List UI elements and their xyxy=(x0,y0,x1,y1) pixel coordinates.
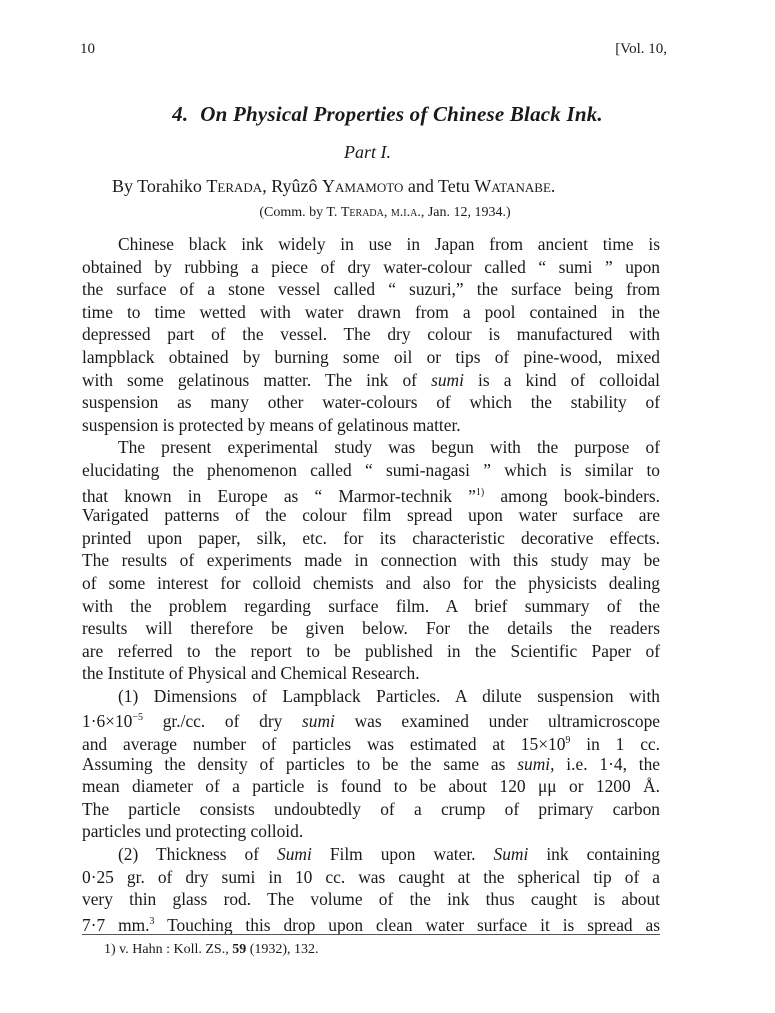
text-run: i.e. 1·4, the xyxy=(554,753,660,774)
text-run: and average number of particles was estimated at 15×10 xyxy=(82,733,566,754)
article-number: 4. xyxy=(172,102,189,126)
paragraph-line xyxy=(82,369,660,392)
text-run: is a kind of colloidal xyxy=(463,369,661,390)
paragraph-line xyxy=(82,482,660,505)
author-watanabe: Watanabe xyxy=(474,176,551,196)
text-run: (2) Thickness of xyxy=(118,844,278,865)
paragraph-line xyxy=(82,707,660,730)
italic-term: Sumi xyxy=(493,844,529,865)
paragraph-line: The particle consists undoubtedly of a crump of primary carbon xyxy=(82,798,660,819)
communication-line xyxy=(0,205,770,221)
article-subtitle: Part I. xyxy=(344,142,391,162)
author-by: By Torahiko xyxy=(112,176,207,196)
paragraph-line: The present experimental study was begun with the purpose of xyxy=(118,437,660,458)
paragraph-line: suspension as many other water-colours of which the stability of xyxy=(82,392,660,413)
text-run: ink containing xyxy=(528,844,660,865)
paragraph-line: Chinese black ink widely in use in Japan from ancient time is xyxy=(118,234,660,254)
italic-term: sumi xyxy=(302,711,335,732)
text-run: Touching this drop upon clean water surface it is spread as xyxy=(154,914,661,935)
text-run: 1·6×10 xyxy=(82,711,133,732)
body-text xyxy=(82,233,660,933)
paragraph-line: obtained by rubbing a piece of dry water-colour called “ sumi ” upon xyxy=(82,256,660,277)
text-run: in 1 cc. xyxy=(570,733,660,754)
paragraph-line: The results of experiments made in connection with this study may be xyxy=(82,550,660,571)
paragraph-line: time to time wetted with water drawn from a pool contained in the xyxy=(82,301,660,322)
paragraph-line: mean diameter of a particle is found to be about 120 μμ or 1200 Å. xyxy=(82,776,660,797)
paragraph-line: depressed part of the vessel. The dry colour is manufactured with xyxy=(82,324,660,345)
exponent: −5 xyxy=(132,712,144,724)
italic-term: sumi, xyxy=(517,753,555,774)
footnote-text: 1) v. Hahn : Koll. ZS., xyxy=(104,942,233,957)
footnote xyxy=(104,942,319,958)
paragraph-line xyxy=(82,843,660,866)
paragraph-line: lampblack obtained by burning some oil or tips of pine-wood, mixed xyxy=(82,346,660,367)
volume-label: [Vol. 10, xyxy=(615,41,667,57)
comm-mid: , xyxy=(383,205,391,220)
exponent: 9 xyxy=(565,735,571,747)
comm-pre: (Comm. by T. xyxy=(259,205,341,220)
paragraph-line: Varigated patterns of the colour film spread upon water surface are xyxy=(82,505,660,526)
paragraph-line: suspension is protected by means of gelatinous matter. xyxy=(82,414,461,435)
exponent: 3 xyxy=(149,915,155,927)
paragraph-line: results will therefore be given below. For the details the readers xyxy=(82,618,660,639)
footnote-text: (1932), 132. xyxy=(246,942,319,957)
paragraph-line: (1) Dimensions of Lampblack Particles. A dilute suspension with xyxy=(118,685,660,706)
paragraph-line xyxy=(82,911,660,934)
text-run: was examined under ultramicroscope xyxy=(334,711,660,732)
paragraph-line: of some interest for colloid chemists and also for the physicists dealing xyxy=(82,572,660,593)
comm-post: , Jan. 12, 1934.) xyxy=(420,205,511,220)
author-terada: Terada xyxy=(206,176,263,196)
text-run: Assuming the density of particles to be the same as xyxy=(82,753,518,774)
author-end: . xyxy=(550,176,556,196)
paragraph-line xyxy=(82,730,660,753)
paragraph-line xyxy=(82,753,660,776)
paragraph-line: the Institute of Physical and Chemical Research. xyxy=(82,663,420,684)
text-run: that known in Europe as “ Marmor-technik ” xyxy=(82,485,476,506)
text-run: among book-binders. xyxy=(484,485,660,506)
text-run: 7·7 mm. xyxy=(82,914,150,935)
italic-term: sumi xyxy=(431,369,464,390)
paragraph-line: very thin glass rod. The volume of the ink thus caught is about xyxy=(82,889,660,910)
paragraph-line: the surface of a stone vessel called “ suzuri,” the surface being from xyxy=(82,279,660,300)
text-run: gr./cc. of dry xyxy=(143,711,303,732)
footnote-volume: 59 xyxy=(232,942,247,957)
paragraph-line: printed upon paper, silk, etc. for its characteristic decorative effects. xyxy=(82,527,660,548)
text-run: with some gelatinous matter. The ink of xyxy=(82,369,432,390)
paragraph-line: with the problem regarding surface film. A brief summary of the xyxy=(82,595,660,616)
article-title-text: On Physical Properties of Chinese Black Ink. xyxy=(200,102,603,126)
paragraph-line: elucidating the phenomenon called “ sumi-nagasi ” which is similar to xyxy=(82,459,660,480)
paragraph-line: 0·25 gr. of dry sumi in 10 cc. was caught at the spherical tip of a xyxy=(82,866,660,887)
author-sep: , Ryûzô xyxy=(262,176,322,196)
text-run: Film upon water. xyxy=(311,844,494,865)
paragraph-line: particles und protecting colloid. xyxy=(82,821,304,842)
paragraph-line: are referred to the report to be published in the Scientific Paper of xyxy=(82,640,660,661)
author-line xyxy=(112,176,555,197)
page-number: 10 xyxy=(80,41,95,57)
footnote-ref: 1) xyxy=(475,486,485,498)
article-title xyxy=(0,102,775,127)
author-yamamoto: Yamamoto xyxy=(321,176,404,196)
footnote-rule xyxy=(82,934,660,935)
author-sep: and Tetu xyxy=(403,176,475,196)
comm-terada: Terada xyxy=(340,205,384,220)
comm-mia: m.i.a. xyxy=(390,205,421,220)
italic-term: Sumi xyxy=(277,844,312,865)
